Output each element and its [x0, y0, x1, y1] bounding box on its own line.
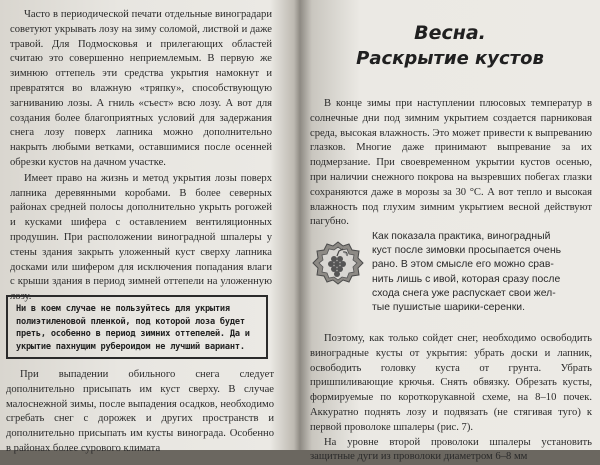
- tip-line: схода снега уже распускает свои жел-: [372, 287, 556, 299]
- chapter-title-line-2: Раскрытие кустов: [356, 48, 544, 69]
- tip-line: тые пушистые шарики-серенки.: [372, 302, 525, 314]
- grape-cluster-stamp-icon: [312, 240, 364, 286]
- warning-box: [6, 295, 268, 359]
- paragraph: При выпадении обильного снега следует дополнительно присыпать им куст сверху. В случае малоснежной зимы, после выпадения осадков, необходимо сгребать снег с дорожек и других пространств и дополнительно присыпать им кусты винограда. Особенно в районах более сурового климата: [6, 369, 274, 454]
- tip-block: [310, 230, 594, 314]
- paragraph: На уровне второй проволоки шпалеры установить защитные дуги из проволоки диаметром 6–8 мм: [310, 436, 592, 463]
- right-page-continuation: [310, 332, 592, 465]
- warning-text: Ни в коем случае не пользуйтесь для укрытия полиэтиленовой пленкой, под которой лоза будет преть, особенно в период зимних оттепелей. Да и укрытие пахнущим рубероидом не лучший вариант.: [16, 304, 250, 352]
- paragraph: Поэтому, как только сойдет снег, необходимо освободить виноградные кусты от укрытия: убрать доски и лапник, освободить головку куста от грунта. Убрать пришпиливающие крючья. Снять обвязку. Обрезать кусты, формируемые по короткорукавной схеме, на 8–10 почек. Аккуратно поднять лозу и подвязать (не стягивая туго) к первой проволоке шпалеры (рис. 7).: [310, 333, 592, 433]
- paragraph: Часто в периодической печати отдельные виноградари советуют укрывать лозу на зиму соломой, листвой и даже травой. Для Подмосковья и прилегающих областей считаю это совершенно неприемлемым. В первую же зимнюю оттепель эти средства укрытия намокнут и превратятся во влажную «тряпку», способствующую загниванию лозы. А гниль «съест» всю лозу. А вот для создания более благоприятных условий для задержания снега лозу поверх лапника можно дополнительно накрыть любыми ветками, оставшимися после осенней обрезки кустов на дачном участке.: [10, 9, 272, 168]
- right-page-intro: [310, 97, 592, 230]
- tip-text: [372, 230, 592, 315]
- tip-line: нить лишь с ивой, которая сразу после: [372, 273, 561, 285]
- tip-line: рано. В этом смысле его можно срав-: [372, 259, 554, 271]
- chapter-title-line-1: Весна.: [414, 22, 486, 44]
- paragraph: Имеет право на жизнь и метод укрытия лозы поверх лапника деревянными коробами. В более северных районах средней полосы дополнительно укрыть рогожей и кусками шифера с оставлением вентиляционных продушин. При расположении виноградной шпалеры у стены здания закрыть уложенный куст сверху лапника досками или шифером для исключения попадания влаги с крыши здания в период зимней оттепели на уложенную лозу.: [10, 172, 272, 303]
- chapter-title: [320, 20, 580, 72]
- tip-line: Как показала практика, виноградный: [372, 231, 551, 242]
- left-page-bottom-text: [6, 368, 274, 457]
- right-page: [300, 0, 600, 463]
- paragraph: В конце зимы при наступлении плюсовых температур в солнечные дни под зимним укрытием создается парниковая среда, высокая влажность. Это может привести к выпреванию глазков. Многие даже принимают выпревание за их подмерзание. При своевременном укрытии кустов осенью, при наличии снежного покрова на вызревших побегах глазки сохраняются даже в морозы за 30 °С. А вот тепло и высокая влажность под глухим зимним укрытием весной действуют пагубно.: [310, 98, 592, 228]
- tip-line: куст после зимовки просыпается очень: [372, 245, 562, 257]
- left-page: [0, 0, 290, 454]
- left-page-text: [10, 8, 272, 305]
